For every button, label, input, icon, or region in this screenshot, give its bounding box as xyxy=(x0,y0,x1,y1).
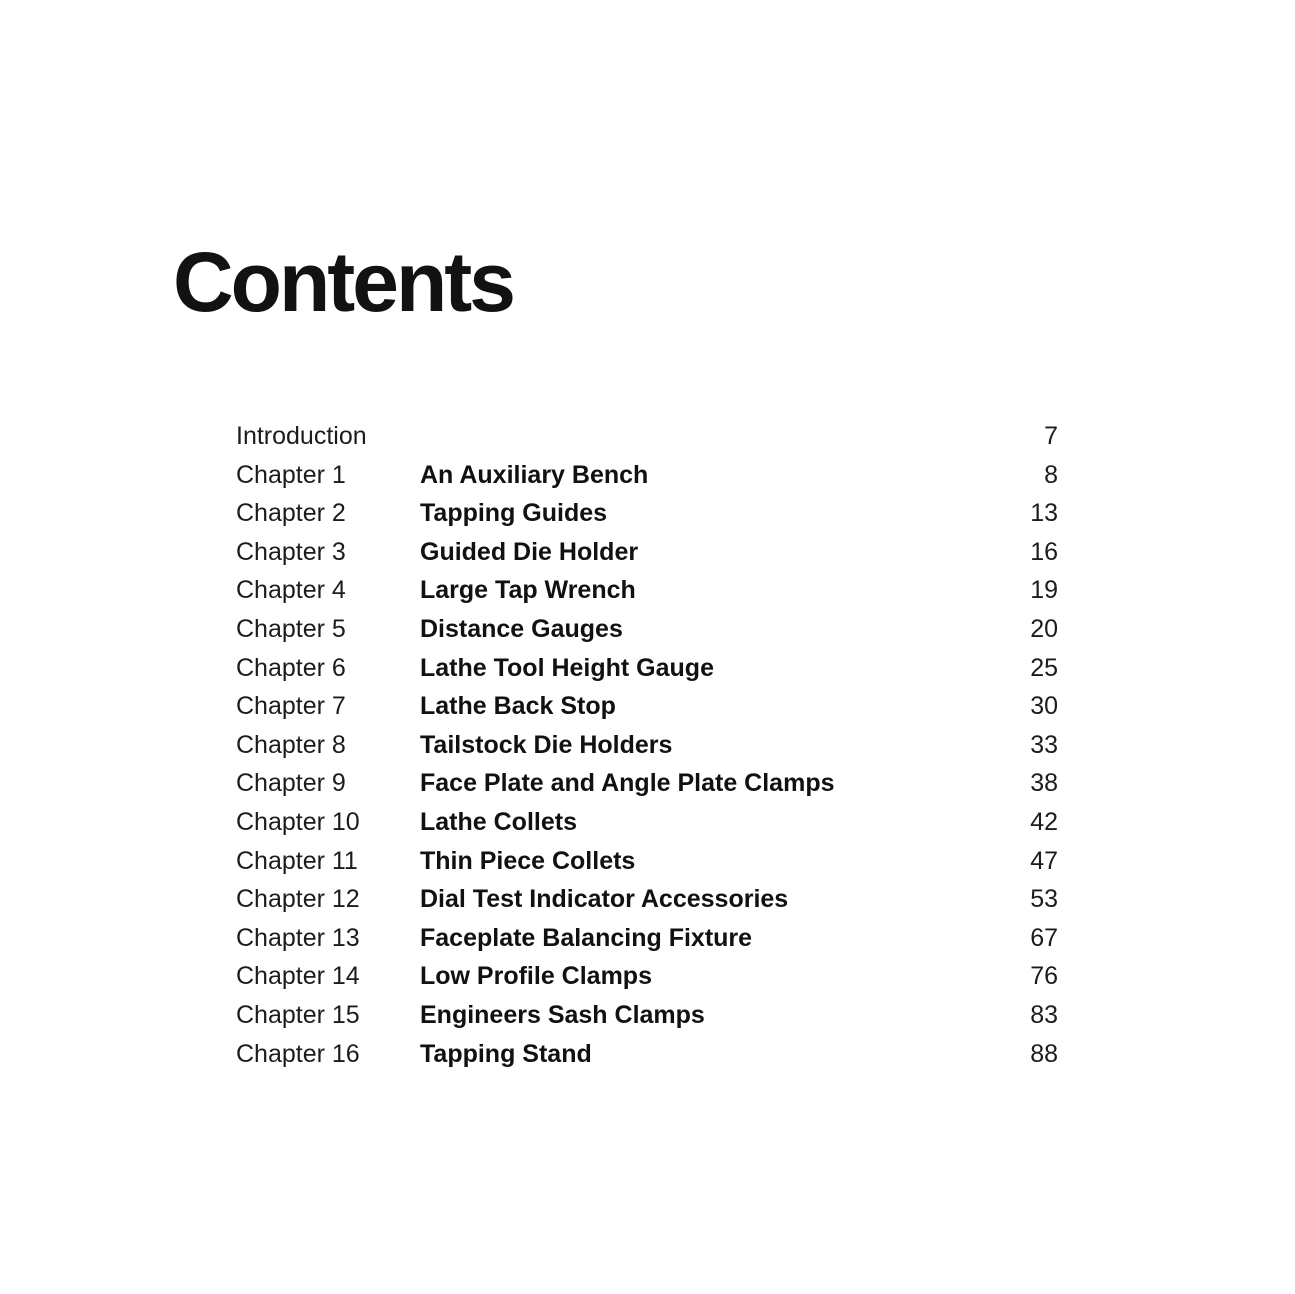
page-number: 33 xyxy=(1030,730,1058,759)
chapter-label: Chapter 1 xyxy=(236,460,346,489)
page-number: 76 xyxy=(1030,962,1058,991)
chapter-title: Engineers Sash Clamps xyxy=(420,1000,705,1029)
chapter-label: Chapter 11 xyxy=(236,846,358,875)
chapter-label: Chapter 8 xyxy=(236,730,346,759)
toc-row xyxy=(236,764,1058,803)
chapter-title: Distance Gauges xyxy=(420,614,623,643)
chapter-label: Chapter 5 xyxy=(236,614,346,643)
chapter-title: Lathe Tool Height Gauge xyxy=(420,653,714,682)
chapter-label: Chapter 9 xyxy=(236,769,346,798)
chapter-label: Chapter 10 xyxy=(236,807,360,836)
page-title: Contents xyxy=(173,235,513,329)
chapter-title: Tapping Stand xyxy=(420,1039,592,1068)
page-number: 42 xyxy=(1030,807,1058,836)
chapter-label: Chapter 6 xyxy=(236,653,346,682)
toc-list xyxy=(236,417,1058,1073)
toc-row xyxy=(236,571,1058,610)
page-number: 30 xyxy=(1030,692,1058,721)
page-number: 67 xyxy=(1030,923,1058,952)
chapter-label: Chapter 15 xyxy=(236,1000,360,1029)
chapter-title: Lathe Collets xyxy=(420,807,577,836)
toc-row xyxy=(236,919,1058,958)
chapter-title: An Auxiliary Bench xyxy=(420,460,649,489)
chapter-label: Chapter 7 xyxy=(236,692,346,721)
toc-row xyxy=(236,803,1058,842)
page-number: 83 xyxy=(1030,1000,1058,1029)
chapter-label: Chapter 13 xyxy=(236,923,360,952)
toc-row xyxy=(236,996,1058,1035)
chapter-label: Chapter 16 xyxy=(236,1039,360,1068)
page-number: 16 xyxy=(1030,537,1058,566)
toc-row xyxy=(236,687,1058,726)
chapter-label: Chapter 12 xyxy=(236,885,360,914)
page-number: 13 xyxy=(1030,499,1058,528)
chapter-title: Face Plate and Angle Plate Clamps xyxy=(420,769,835,798)
page-number: 38 xyxy=(1030,769,1058,798)
chapter-title: Large Tap Wrench xyxy=(420,576,636,605)
chapter-title: Low Profile Clamps xyxy=(420,962,652,991)
chapter-label: Chapter 2 xyxy=(236,499,346,528)
page-number: 7 xyxy=(1044,422,1058,450)
page-number: 20 xyxy=(1030,614,1058,643)
toc-row xyxy=(236,417,1058,456)
page-number: 19 xyxy=(1030,576,1058,605)
toc-row xyxy=(236,494,1058,533)
chapter-title: Lathe Back Stop xyxy=(420,692,616,721)
toc-row xyxy=(236,610,1058,649)
page-number: 53 xyxy=(1030,885,1058,914)
page-number: 8 xyxy=(1044,460,1058,489)
page-number: 88 xyxy=(1030,1039,1058,1068)
chapter-title: Guided Die Holder xyxy=(420,537,639,566)
toc-row xyxy=(236,726,1058,765)
chapter-title: Tapping Guides xyxy=(420,499,608,528)
toc-row xyxy=(236,533,1058,572)
toc-row xyxy=(236,649,1058,688)
toc-row xyxy=(236,456,1058,495)
toc-row xyxy=(236,1035,1058,1074)
chapter-label: Chapter 4 xyxy=(236,576,346,605)
chapter-label: Chapter 14 xyxy=(236,962,360,991)
chapter-label: Chapter 3 xyxy=(236,537,346,566)
page-number: 25 xyxy=(1030,653,1058,682)
chapter-title: Thin Piece Collets xyxy=(420,846,636,875)
toc-row xyxy=(236,957,1058,996)
chapter-title: Tailstock Die Holders xyxy=(420,730,673,759)
toc-row xyxy=(236,842,1058,881)
chapter-title: Faceplate Balancing Fixture xyxy=(420,923,753,952)
chapter-title: Dial Test Indicator Accessories xyxy=(420,885,789,914)
chapter-label: Introduction xyxy=(236,422,367,450)
toc-row xyxy=(236,880,1058,919)
page-number: 47 xyxy=(1030,846,1058,875)
